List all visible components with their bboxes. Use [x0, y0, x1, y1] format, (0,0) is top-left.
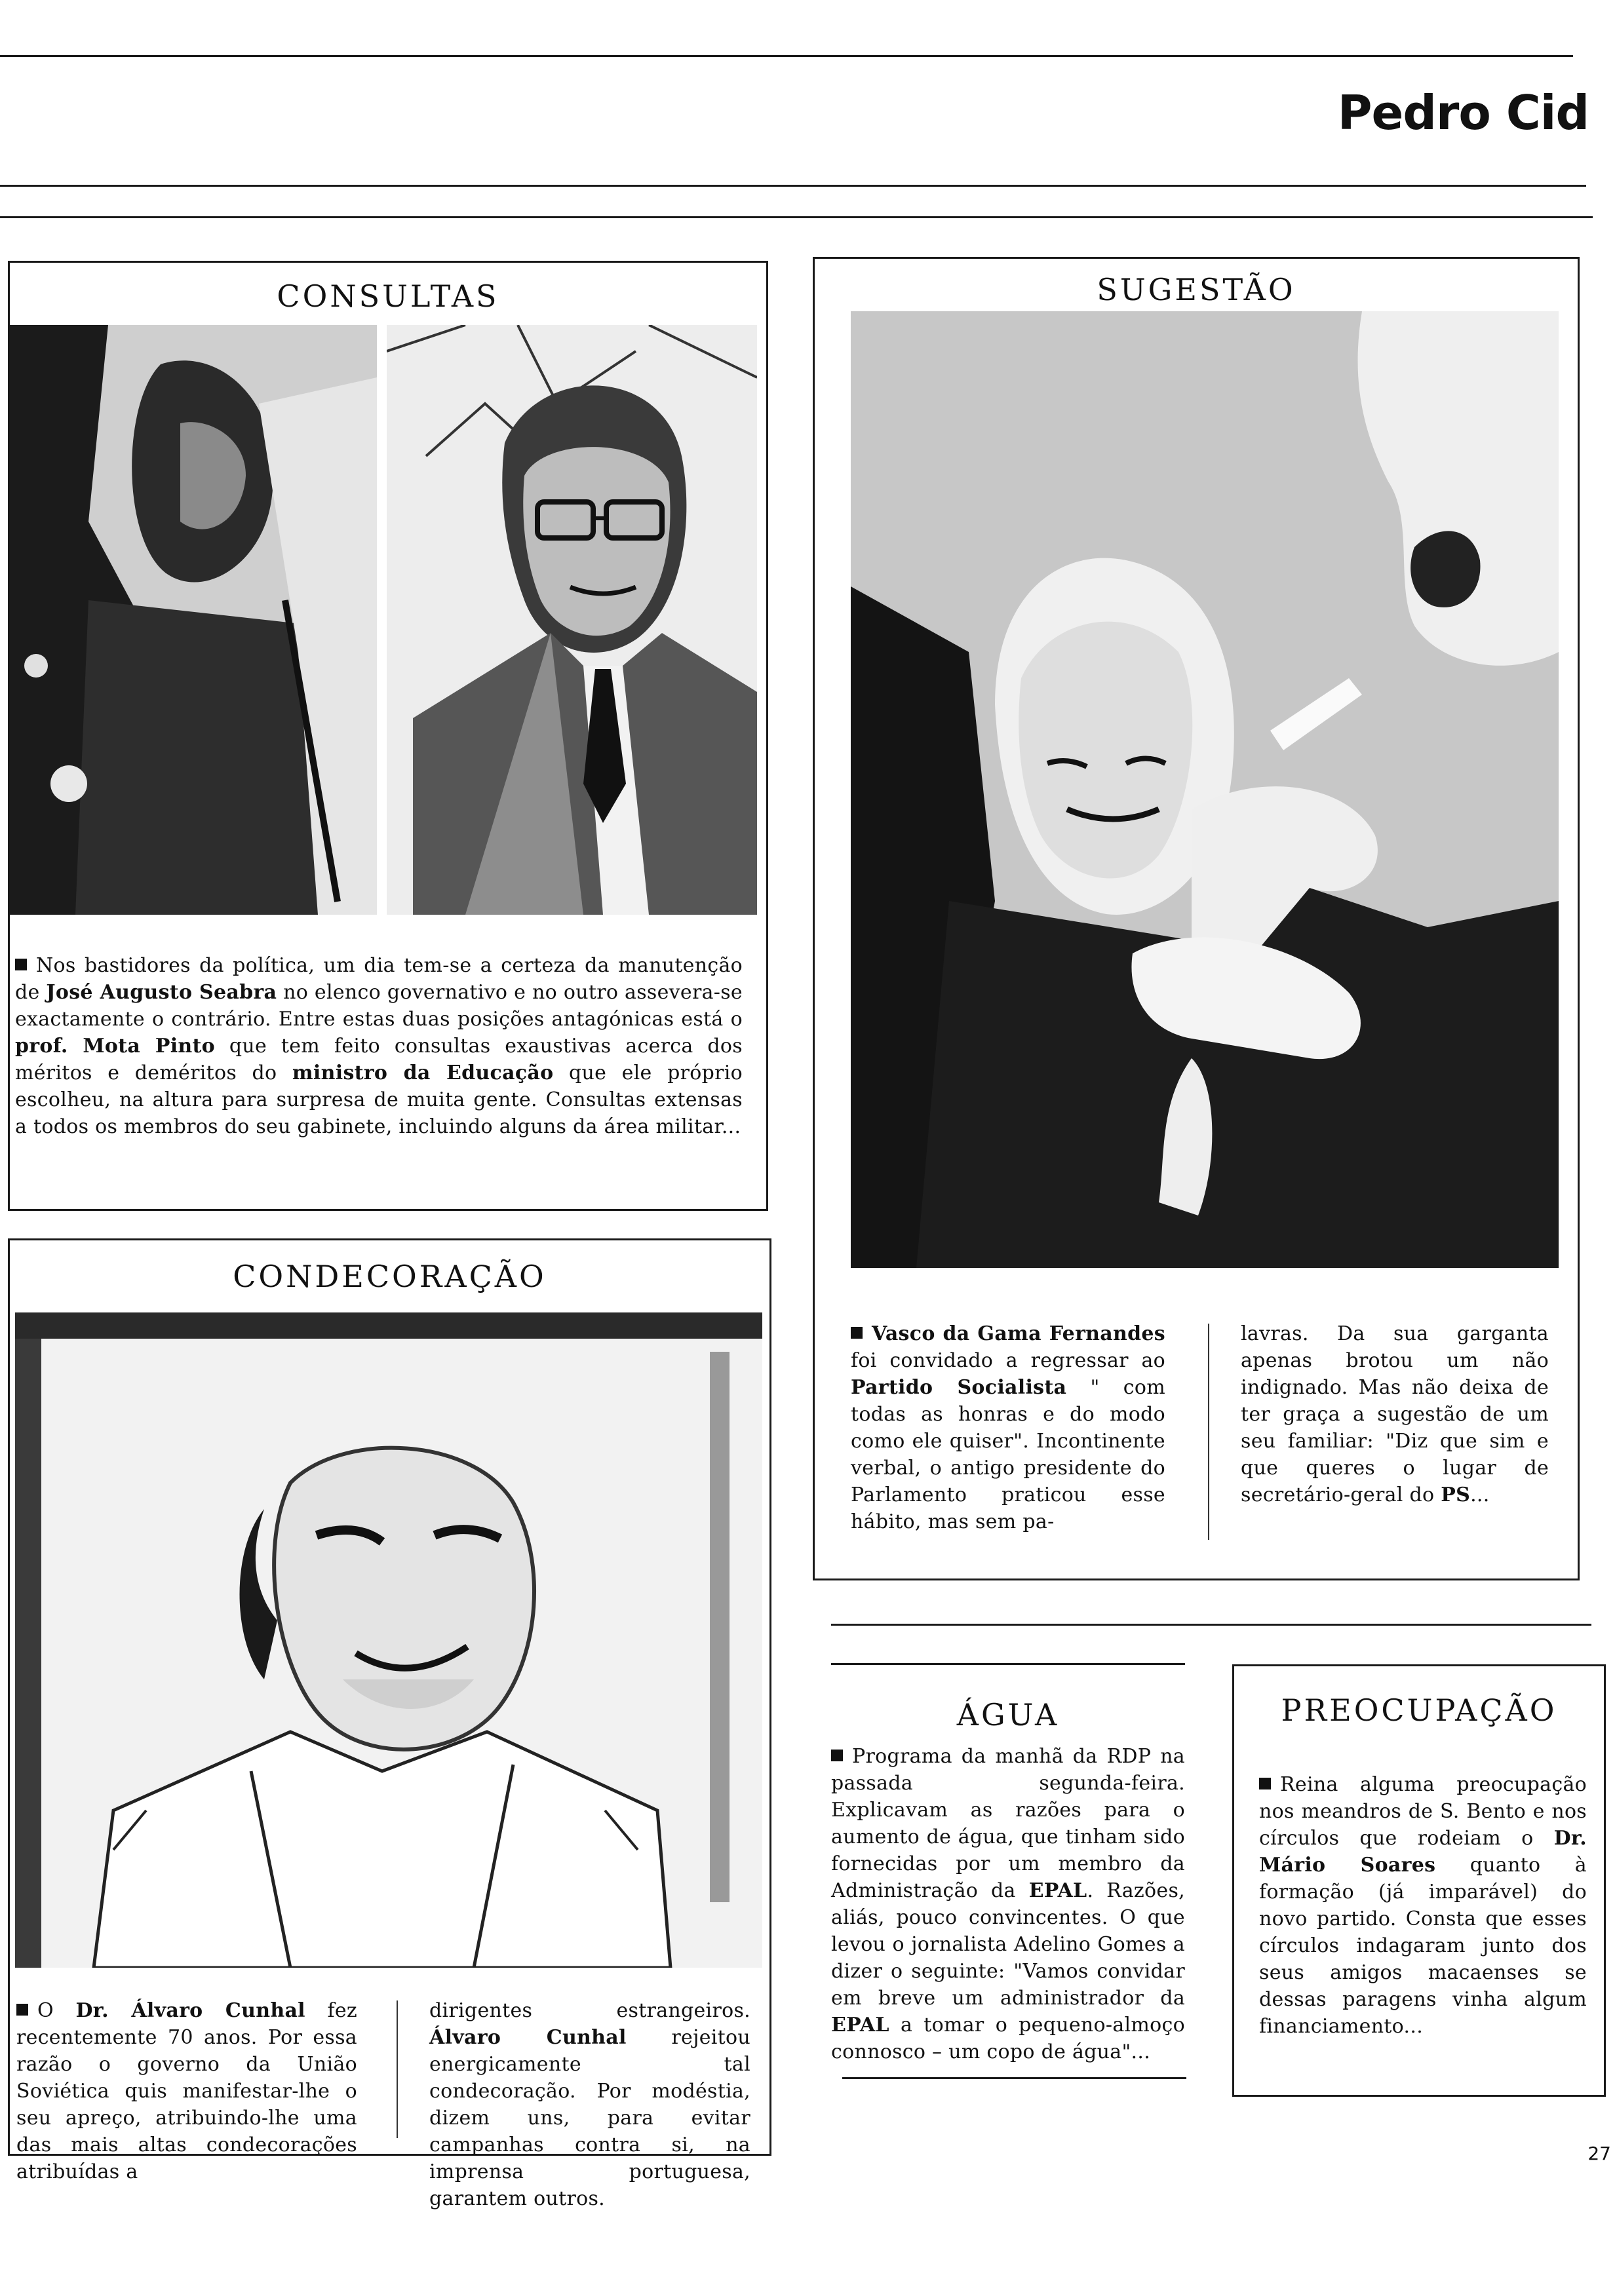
- bullet-square: [831, 1750, 843, 1761]
- bullet-square: [851, 1327, 863, 1339]
- bullet-square: [15, 959, 27, 970]
- sugestao-col2: lavras. Da sua garganta apenas brotou um não indignado. Mas não deixa de ter graça a sugestão de um seu familiar: "Diz que sim e que queres o lugar de secretário-geral do PS...: [1241, 1322, 1549, 1506]
- consultas-photo-right: [387, 325, 757, 915]
- consultas-heading: CONSULTAS: [277, 278, 499, 314]
- header-rule-2: [0, 216, 1593, 218]
- agua-heading: ÁGUA: [956, 1697, 1060, 1732]
- agua-rule-second: [831, 1663, 1185, 1665]
- condecoracao-col1: O Dr. Álvaro Cunhal fez recentemente 70 anos. Por essa razão o governo da União Soviética quis manifestar-lhe o seu apreço, atribuindo-lhe uma das mais altas condecorações atribuídas a: [16, 1999, 358, 2183]
- bullet-square: [16, 2004, 28, 2016]
- condecoracao-col2: dirigentes estrangeiros. Álvaro Cunhal rejeitou energicamente tal condecoração. Por modéstia, dizem uns, para evitar campanhas contra si, na imprensa portuguesa, garantem outros.: [429, 1999, 750, 2210]
- top-rule: [0, 55, 1573, 57]
- agua-rule-bottom: [842, 2077, 1186, 2079]
- preocupacao-text: Reina alguma preocupação nos meandros de S. Bento e nos círculos que rodeiam o Dr. Mário Soares quanto à formação (já imparável) do novo partido. Consta que esses círculos indagaram junto dos seus amigos macaenses se dessas paragens vinha algum financiamento...: [1259, 1773, 1587, 2038]
- sugestao-heading: SUGESTÃO: [1097, 272, 1296, 307]
- page-number: 27: [1587, 2143, 1611, 2164]
- sugestao-col1: Vasco da Gama Fernandes foi convidado a regressar ao Partido Socialista " com todas as honras e do modo como ele quiser". Incontinente verbal, o antigo presidente do Parlamento praticou esse hábito, mas sem pa-: [851, 1322, 1165, 1533]
- author-name: Pedro Cid: [1337, 85, 1589, 140]
- header-rule-1: [0, 185, 1586, 187]
- consultas-box: [8, 261, 768, 1211]
- agua-rule-top: [831, 1624, 1591, 1626]
- condecoracao-heading: CONDECORAÇÃO: [233, 1259, 547, 1294]
- agua-text: Programa da manhã da RDP na passada segunda-feira. Explicavam as razões para o aumento de água, que tinham sido fornecidas por um membro da Administração da EPAL. Razões, aliás, pouco convincentes. O que levou o jornalista Adelino Gomes a dizer o seguinte: "Vamos convidar em breve um administrador da EPAL a tomar o pequeno-almoço connosco – um copo de água"...: [831, 1745, 1185, 2063]
- sugestao-column-divider: [1208, 1324, 1209, 1540]
- consultas-photo-left: [10, 325, 377, 915]
- sugestao-box: [813, 257, 1580, 1580]
- preocupacao-heading: PREOCUPAÇÃO: [1281, 1693, 1557, 1728]
- preocupacao-box: [1232, 1664, 1606, 2097]
- condecoracao-photo: [15, 1312, 762, 1968]
- sugestao-photo: [851, 311, 1559, 1268]
- consultas-text: Nos bastidores da política, um dia tem-se a certeza da manutenção de José Augusto Seabra no elenco governativo e no outro assevera-se exactamente o contrário. Entre estas duas posições antagónicas está o prof. Mota Pinto que tem feito consultas exaustivas acerca dos méritos e deméritos do ministro da Educação que ele próprio escolheu, na altura para surpresa de muita gente. Consultas extensas a todos os membros do seu gabinete, incluindo alguns da área militar...: [15, 954, 743, 1138]
- condecoracao-box: [8, 1238, 771, 2210]
- condecoracao-column-divider: [397, 2000, 398, 2138]
- bullet-square: [1259, 1778, 1271, 1789]
